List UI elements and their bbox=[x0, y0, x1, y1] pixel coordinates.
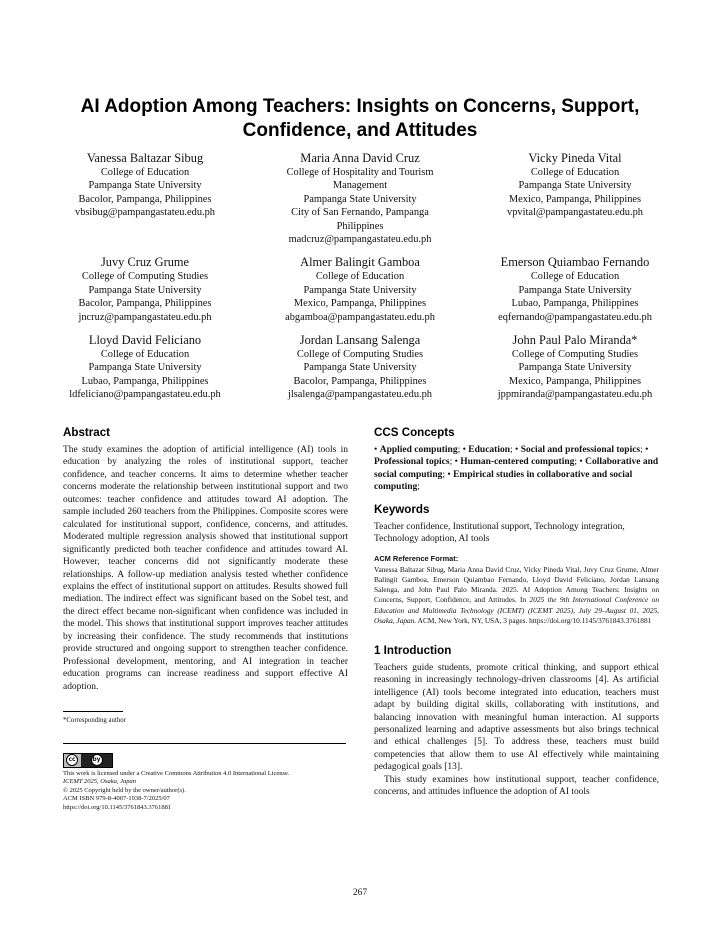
author-email[interactable]: eqfernando@pampangastateu.edu.ph bbox=[498, 311, 652, 323]
keywords-text: Teacher confidence, Institutional support, Technology integration, Technology adoption, AI tools bbox=[374, 522, 625, 545]
ccs-heading: CCS Concepts bbox=[374, 426, 455, 439]
acm-ref-venue: 2025 the 9th International Conference on Education and Multimedia Technology (ICEMT) (ICEMT 2025), July 29–August 01, 2025, Osaka, Japan. bbox=[374, 595, 659, 625]
ccs-item: Social and professional topics bbox=[520, 445, 641, 455]
author-affiliation: College of Education bbox=[100, 167, 190, 178]
author-name: Vicky Pineda Vital bbox=[528, 151, 622, 165]
author bbox=[40, 255, 250, 324]
doi-link[interactable]: https://doi.org/10.1145/3761843.3761881 bbox=[63, 803, 172, 811]
author-affiliation: College of Education bbox=[530, 271, 620, 283]
author-row bbox=[40, 333, 680, 402]
author bbox=[255, 255, 465, 324]
author-affiliation: Management bbox=[332, 180, 388, 192]
author-row bbox=[40, 151, 680, 246]
author-affiliation: College of Computing Studies bbox=[81, 271, 209, 283]
author-email[interactable]: vbsibug@pampangastateu.edu.ph bbox=[75, 207, 215, 219]
left-column bbox=[63, 426, 348, 813]
license-block bbox=[63, 770, 348, 813]
author-email[interactable]: jppmiranda@pampangastateu.edu.ph bbox=[497, 389, 653, 401]
author-block bbox=[40, 151, 680, 411]
author-location: Mexico, Pampanga, Philippines bbox=[508, 193, 642, 205]
ccs-item: Education bbox=[468, 445, 511, 455]
acm-ref-authors: Vanessa Baltazar Sibug, Maria Anna David Cruz, Vicky Pineda Vital, Juvy Cruz Grume, Almer Balingit Gamboa, Emerson Quiambao Fernando, Lloyd David Feliciano, Jordan Lansang Salenga, and John Paul Palo Miranda. 2025. AI Adoption Among Teachers: Insights on Concerns, Support, Confidence, and Attitudes. In bbox=[374, 564, 659, 605]
author-name: John Paul Palo Miranda* bbox=[512, 333, 638, 348]
license-divider bbox=[63, 743, 346, 744]
footnote-divider bbox=[63, 711, 123, 712]
author-location: City of San Fernando, Pampanga bbox=[291, 207, 429, 219]
introduction-paragraph: This study examines how institutional support, teacher confidence, concerns, and attitudes influence the adoption of AI tools bbox=[374, 774, 659, 798]
conference-venue: ICEMT 2025, Osaka, Japan bbox=[63, 778, 137, 786]
author-affiliation: Pampanga State University bbox=[518, 362, 632, 374]
author bbox=[40, 333, 250, 402]
introduction-paragraph: Teachers guide students, promote critical thinking, and support ethical reasoning in increasingly technology-driven classrooms [4]. As artificial intelligence (AI) tools become integrated into education, teachers must adapt by building digital skills, collaborating with institutions, and balancing innovation with meaningful human interaction. AI supports personalized learning and adaptive assessments but also brings technical and ethical challenges [5]. To address these, teachers must build competencies that allow them to use AI effectively while maintaining pedagogical goals [13]. bbox=[374, 663, 659, 773]
author-affiliation: Pampanga State University bbox=[88, 362, 202, 374]
author-affiliation: College of Education bbox=[100, 349, 190, 361]
author-affiliation: Pampanga State University bbox=[88, 284, 202, 296]
author-name: Maria Anna David Cruz bbox=[300, 151, 420, 165]
author-email[interactable]: abgamboa@pampangastateu.edu.ph bbox=[285, 311, 435, 323]
author-affiliation: College of Education bbox=[315, 271, 405, 283]
author-email[interactable]: jncruz@pampangastateu.edu.ph bbox=[78, 311, 212, 323]
introduction-heading: 1 Introduction bbox=[374, 644, 452, 657]
acm-reference-text bbox=[374, 565, 659, 626]
author-email[interactable]: ldfeliciano@pampangastateu.edu.ph bbox=[69, 389, 221, 401]
author bbox=[255, 333, 465, 402]
author-email[interactable]: jlsalenga@pampangastateu.edu.ph bbox=[287, 389, 433, 401]
cc-by-license-icon[interactable] bbox=[63, 753, 113, 768]
author bbox=[470, 333, 680, 402]
page-number: 267 bbox=[352, 888, 368, 898]
author-affiliation: Pampanga State University bbox=[303, 362, 417, 374]
author-email[interactable]: madcruz@pampangastateu.edu.ph bbox=[288, 234, 432, 246]
acm-ref-tail: ACM, New York, NY, USA, 3 pages. https://doi.org/10.1145/3761843.3761881 bbox=[416, 615, 652, 625]
author-email[interactable]: vpvital@pampangastateu.edu.ph bbox=[507, 207, 643, 219]
author-name: Lloyd David Feliciano bbox=[88, 333, 202, 348]
author-name: Almer Balingit Gamboa bbox=[300, 255, 420, 270]
author-name: Jordan Lansang Salenga bbox=[299, 333, 421, 348]
author-affiliation: College of Computing Studies bbox=[296, 349, 424, 361]
author bbox=[470, 151, 680, 246]
author-name: Vanessa Baltazar Sibug bbox=[86, 151, 204, 165]
acm-reference-heading: ACM Reference Format: bbox=[374, 553, 459, 563]
ccs-item: Professional topics bbox=[374, 457, 450, 468]
author-row bbox=[40, 255, 680, 324]
by-segment bbox=[81, 754, 112, 767]
ccs-item: Human-centered computing bbox=[460, 457, 575, 468]
corresponding-author-footnote: *Corresponding author bbox=[63, 717, 126, 725]
author-affiliation: Pampanga State University bbox=[303, 284, 417, 296]
author-location: Bacolor, Pampanga, Philippines bbox=[78, 298, 212, 310]
by-icon: by bbox=[91, 754, 103, 766]
abstract-text: The study examines the adoption of artificial intelligence (AI) tools in education by analyzing the roles of institutional support, teacher confidence, and teacher concerns. It aims to determine whether teacher concerns moderate the relationship between institutional support and two outcomes: teacher confidence and attitudes toward AI adoption. The sample included 260 teachers from the Philippines. Composite scores were calculated for institutional support, confidence, concerns, and attitudes. Moderated multiple regression analysis showed that institutional support significantly predicted both teacher confidence and attitudes toward AI. However, teacher concerns did not significantly moderate these relationships. A follow-up mediation analysis tested whether confidence explains the effect of institutional support on attitudes. Results showed full mediation. The indirect effect was significant based on the Sobel test, and the direct effect became non-significant when confidence was included in the model. This shows that institutional support improves teacher attitudes by increasing their confidence. The study recommends that institutions provide structured and ongoing support to strengthen teacher confidence. Professional development, mentoring, and AI integration in teacher education programs can increase readiness and support effective AI adoption. bbox=[63, 445, 348, 692]
ccs-item: Empirical studies in collaborative and social computing bbox=[374, 469, 633, 492]
author-location: Lubao, Pampanga, Philippines bbox=[81, 375, 209, 387]
author-affiliation: Pampanga State University bbox=[518, 284, 632, 296]
author-name: Juvy Cruz Grume bbox=[100, 255, 190, 270]
author bbox=[470, 255, 680, 324]
author-affiliation: College of Hospitality and Tourism bbox=[286, 167, 434, 178]
isbn-line: ACM ISBN 979-8-4007-1938-7/2025/07 bbox=[63, 795, 170, 803]
ccs-concepts-list: • Applied computing; • Education; • Social and professional topics; • Professional topics; • Human-centered computing; • Collaborative and social computing; • Empirical studies in collaborative and social computing; bbox=[374, 445, 659, 492]
author-affiliation: Pampanga State University bbox=[88, 180, 202, 192]
author-location: Lubao, Pampanga, Philippines bbox=[511, 298, 639, 310]
author-location: Bacolor, Pampanga, Philippines bbox=[78, 193, 212, 205]
copyright-line: © 2025 Copyright held by the owner/author(s). bbox=[63, 786, 186, 794]
ccs-item: Applied computing bbox=[379, 445, 458, 455]
author-affiliation: College of Computing Studies bbox=[511, 349, 639, 361]
license-statement: This work is licensed under a Creative Commons Attribution 4.0 International License. bbox=[63, 769, 290, 777]
author-name: Emerson Quiambao Fernando bbox=[500, 255, 650, 270]
author-location: Mexico, Pampanga, Philippines bbox=[293, 298, 427, 310]
author-affiliation: College of Education bbox=[530, 167, 620, 178]
author bbox=[40, 151, 250, 246]
abstract-heading: Abstract bbox=[63, 426, 111, 439]
author-affiliation: Pampanga State University bbox=[303, 193, 417, 205]
cc-icon: cc bbox=[66, 754, 78, 766]
author bbox=[255, 151, 465, 246]
keywords-heading: Keywords bbox=[374, 503, 430, 517]
ccs-item: Collaborative and social computing bbox=[374, 457, 659, 480]
paper-title: AI Adoption Among Teachers: Insights on Concerns, Support, Confidence, and Attitudes bbox=[80, 96, 640, 141]
author-affiliation: Pampanga State University bbox=[518, 180, 632, 192]
author-location: Bacolor, Pampanga, Philippines bbox=[293, 375, 427, 387]
author-location: Mexico, Pampanga, Philippines bbox=[508, 375, 642, 387]
right-column bbox=[374, 426, 659, 798]
author-location: Philippines bbox=[336, 220, 384, 232]
